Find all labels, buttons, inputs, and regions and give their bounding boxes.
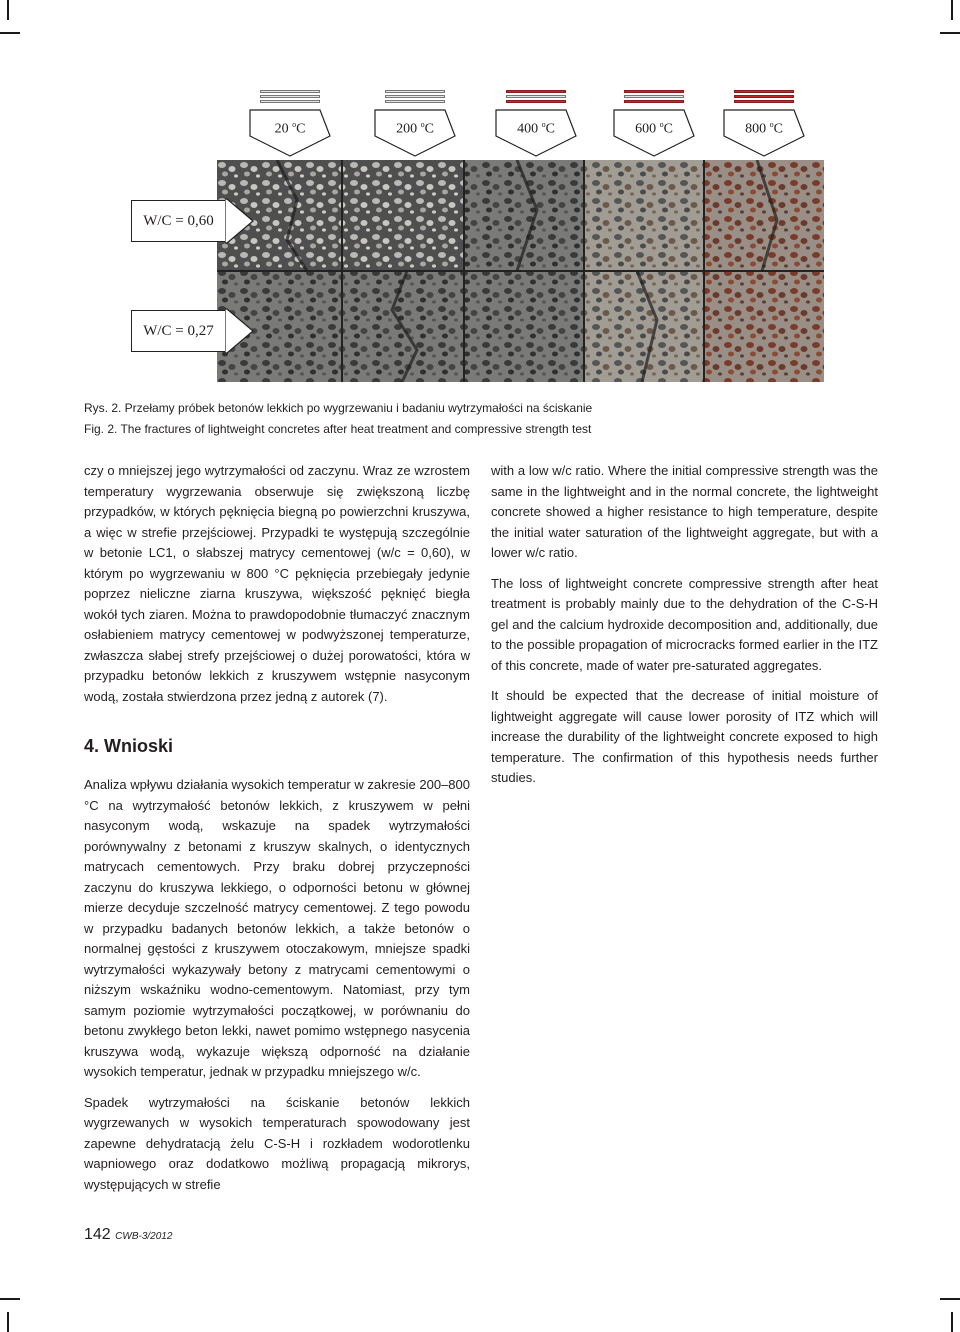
paragraph: czy o mniejszej jego wytrzymałości od zaczynu. Wraz ze wzrostem temperatury wygrzewania obserwuje się zwiększoną liczbę przypadków, w których pęknięcia biegną po powierzchni kruszywa, a więc w strefie przejściowej. Przypadki te występują szczególnie w betonie LC1, o słabszej matrycy cementowej (w/c = 0,60), w którym po wygrzewaniu w 800 °C pęknięcia przebiegały jedynie poprzez nieliczne ziarna kruszywa, większość pęknięć biegła wokół tych ziaren. Można to prawdopodobnie tłumaczyć znacznym osłabieniem matrycy cementowej w podwyższonej temperaturze, zwłaszcza słabej strefy przejściowej o dużej porowatości, która w przypadku betonów lekkich z kruszywem wstępnie nasyconym wodą, została stwierdzona przez jedną z autorek (7).: [84, 463, 470, 704]
paragraph: Analiza wpływu działania wysokich temperatur w zakresie 200–800 °C na wytrzymałość betonów lekkich, z kruszywem w pełni nasyconym wodą, wskazuje na spadek wytrzymałości porównywalny z betonami z kruszyw skalnych, o identycznych matrycach cementowych. Przy braku dobrej przyczepności zaczynu do kruszywa lekkiego, o odporności betonu w głównej mierze decyduje szczelność matrycy cementowej. Z tego powodu w przypadku badanych betonów lekkich, a także betonów o normalnej gęstości z kruszywem otoczakowym, mniejsze spadki wytrzymałości wykazywały betony z matrycami cementowymi o niższym wskaźniku wodno-cementowym. Natomiast, przy tym samym poziomie wytrzymałości początkowej, w porównaniu do betonu zwykłego beton lekki, nawet pomimo wstępnego nasycenia kruszywa wodą, wykazuje większą odporność na działanie wysokich temperatur, jednak w przypadku mniejszego w/c.: [84, 777, 470, 1079]
temperature-text: 400 $^o$C: [517, 120, 555, 137]
figure-fracture-samples: [80, 80, 880, 390]
temperature-text: 200 $^o$C: [396, 120, 434, 137]
crop-mark-top-right-v: [951, 0, 953, 20]
paragraph: with a low w/c ratio. Where the initial compressive strength was the same in the lightweight and in the normal concrete, the lightweight concrete showed a higher resistance to high temperature, despite the initial water saturation of the lightweight aggregate, but with a lower w/c ratio.: [491, 463, 878, 560]
paragraph: It should be expected that the decrease of initial moisture of lightweight aggregate will cause lower porosity of ITZ which will increase the durability of the lightweight concrete exposed to high temperature. The confirmation of this hypothesis needs further studies.: [491, 688, 878, 785]
crop-mark-bottom-right-h: [940, 1298, 960, 1300]
crop-mark-top-left-v: [7, 0, 9, 20]
temperature-text: 20 $^o$C: [274, 120, 306, 137]
crop-mark-bottom-right-v: [951, 1312, 953, 1332]
crop-mark-bottom-left-v: [7, 1312, 9, 1332]
temperature-label-200: [385, 90, 445, 137]
temperature-text: 600 $^o$C: [635, 120, 673, 137]
temperature-label-600: [624, 90, 684, 137]
figure-caption-pl: Rys. 2. Przełamy próbek betonów lekkich po wygrzewaniu i badaniu wytrzymałości na ściskanie: [84, 401, 593, 415]
temperature-text: 800 $^o$C: [745, 120, 783, 137]
fractured-samples-photo: [217, 160, 824, 382]
journal-issue: CWB-3/2012: [115, 1231, 173, 1242]
right-column: [491, 461, 878, 789]
paragraph: Spadek wytrzymałości na ściskanie betonów lekkich wygrzewanych w wysokich temperaturach spowodowany jest zapewne dehydratacją żelu C-S-H i rozkładem wodorotlenku wapniowego oraz dodatkowo możliwą propagacją mikrorys, występujących w strefie: [84, 1094, 470, 1192]
temperature-label-400: [506, 90, 566, 137]
wc-label-060: W/C = 0,60: [131, 200, 226, 242]
arrow-right-icon: [225, 198, 255, 244]
figure-caption-en: Fig. 2. The fractures of lightweight concretes after heat treatment and compressive strength test: [84, 422, 592, 436]
left-column-bottom: [84, 775, 470, 1195]
left-column-top: [84, 461, 470, 707]
crop-mark-bottom-left-h: [0, 1298, 20, 1300]
wc-label-027: W/C = 0,27: [131, 310, 226, 352]
crop-mark-top-right-h: [940, 32, 960, 34]
page-footer: [84, 1226, 172, 1244]
temperature-label-20: [260, 90, 320, 137]
section-heading: 4. Wnioski: [84, 736, 174, 756]
paragraph: The loss of lightweight concrete compressive strength after heat treatment is probably mainly due to the dehydration of the C-S-H gel and the calcium hydroxide decomposition and, additionally, due to the possible propagation of microcracks formed earlier in the ITZ of this concrete, made of water pre-saturated aggregates.: [491, 575, 878, 673]
crop-mark-top-left-h: [0, 32, 20, 34]
temperature-label-800: [734, 90, 794, 137]
page-number: 142: [84, 1226, 111, 1243]
arrow-right-icon: [225, 308, 255, 354]
